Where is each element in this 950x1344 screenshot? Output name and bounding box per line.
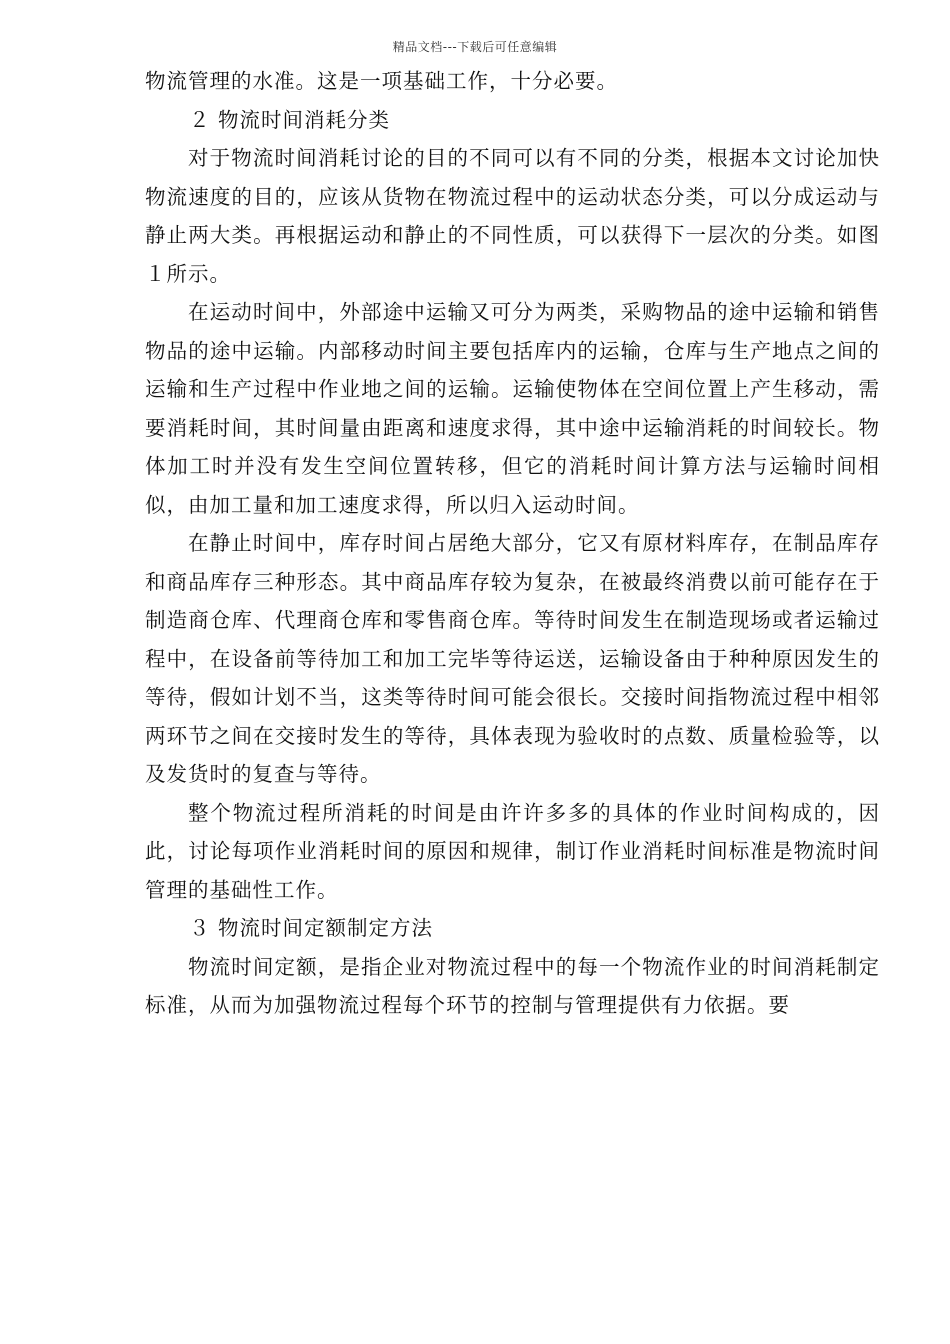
section-heading-2: ２ 物流时间消耗分类 bbox=[189, 107, 391, 132]
paragraph-motion-time: 在运动时间中，外部途中运输又可分为两类，采购物品的途中运输和销售物品的途中运输。内部移动时间主要包括库内的运输，仓库与生产地点之间的运输和生产过程中作业地之间的运输。运输使物体在空间位置上产生移动，需要消耗时间，其时间量由距离和速度求得，其中途中运输消耗的时间较长。物体加工时并没有发生空间位置转移，但它的消耗时间计算方法与运输时间相似，由加工量和加工速度求得，所以归入运动时间。 bbox=[145, 300, 880, 517]
paragraph-continuation: 物流管理的水准。这是一项基础工作，十分必要。 bbox=[145, 69, 618, 93]
document-body bbox=[145, 62, 880, 1025]
page-header: 精品文档---下载后可任意编辑 bbox=[392, 40, 558, 54]
section-heading-3: ３ 物流时间定额制定方法 bbox=[189, 916, 434, 940]
paragraph-overall-time: 整个物流过程所消耗的时间是由许许多多的具体的作业时间构成的，因此，讨论每项作业消耗时间的原因和规律，制订作业消耗时间标准是物流时间管理的基础性工作。 bbox=[145, 800, 880, 902]
paragraph-static-time: 在静止时间中，库存时间占居绝大部分，它又有原材料库存，在制品库存和商品库存三种形态。其中商品库存较为复杂，在被最终消费以前可能存在于制造商仓库、代理商仓库和零售商仓库。等待时间发生在制造现场或者运输过程中，在设备前等待加工和加工完毕等待运送，运输设备由于种种原因发生的等待，假如计划不当，这类等待时间可能会很长。交接时间指物流过程中相邻两环节之间在交接时发生的等待，具体表现为验收时的点数、质量检验等，以及发货时的复查与等待。 bbox=[145, 531, 880, 786]
paragraph-time-quota: 物流时间定额，是指企业对物流过程中的每一个物流作业的时间消耗制定标准，从而为加强物流过程每个环节的控制与管理提供有力依据。要 bbox=[145, 954, 880, 1017]
paragraph-classification: 对于物流时间消耗讨论的目的不同可以有不同的分类，根据本文讨论加快物流速度的目的，应该从货物在物流过程中的运动状态分类，可以分成运动与静止两大类。再根据运动和静止的不同性质，可以获得下一层次的分类。如图１所示。 bbox=[145, 146, 880, 286]
